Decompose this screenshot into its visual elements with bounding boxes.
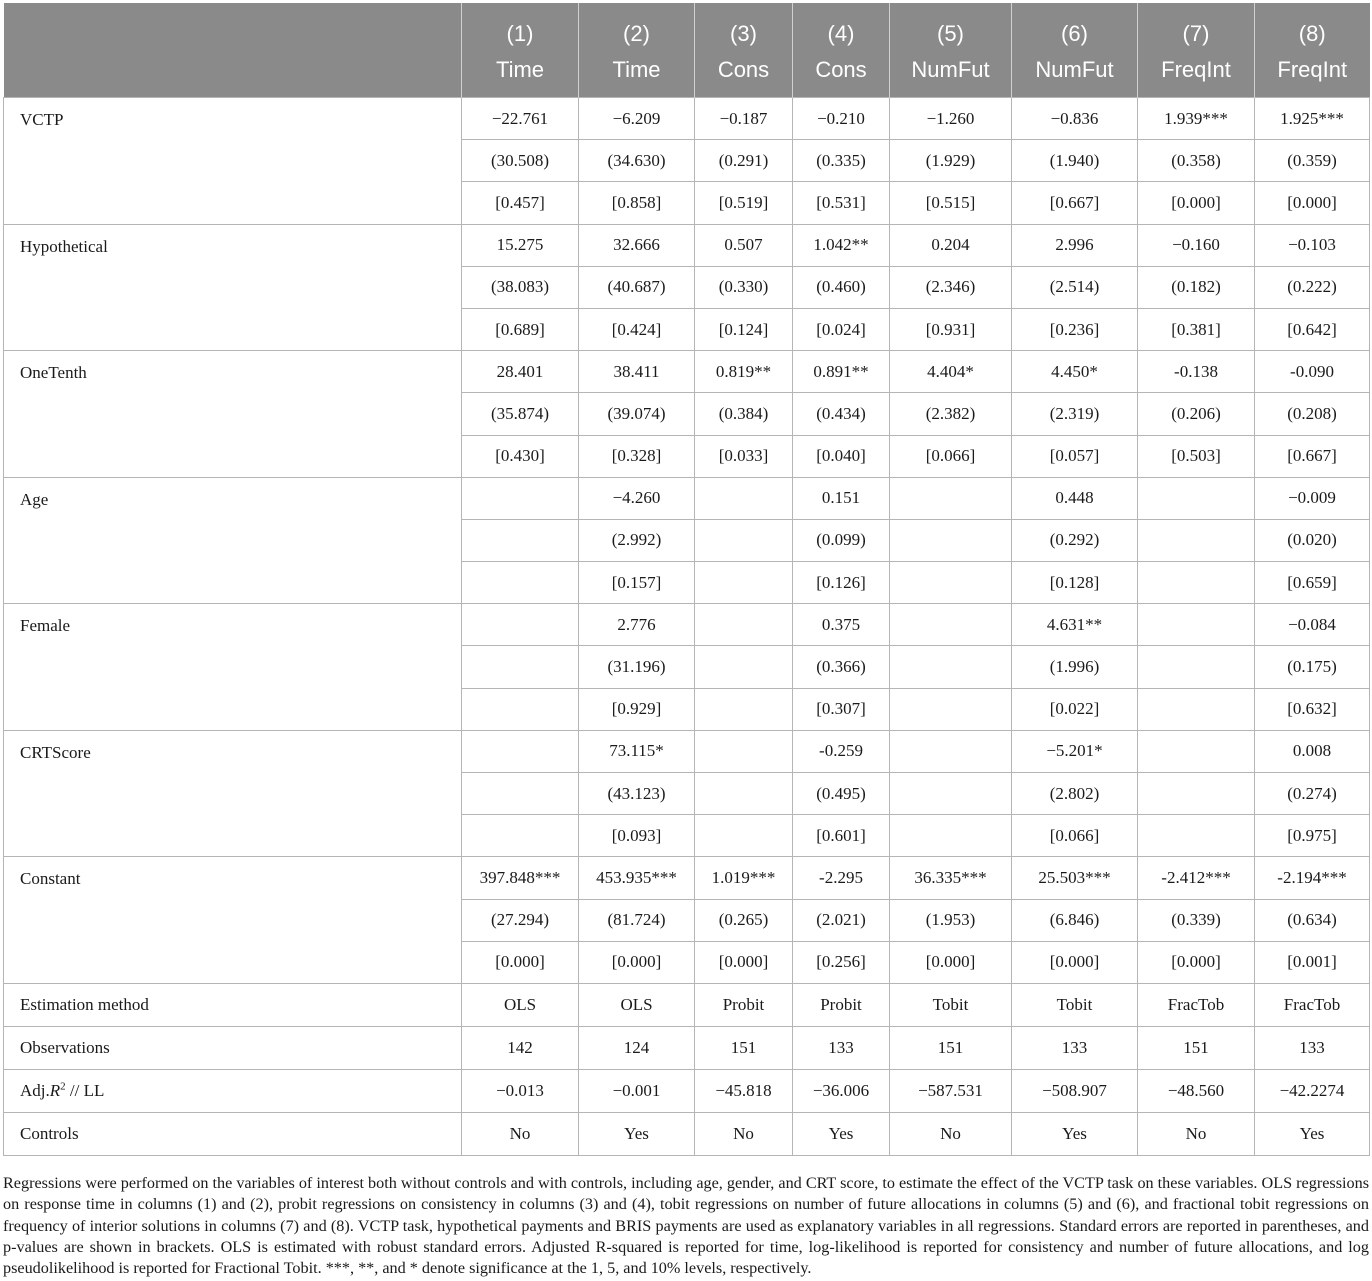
p-value-cell: [0.040] [793,435,890,477]
p-value-cell: [0.000] [1255,182,1370,224]
coefficient-cell: 453.935*** [579,857,695,899]
p-value-cell [462,815,579,857]
header-corner [4,3,462,47]
std-error-cell: (0.634) [1255,899,1370,941]
std-error-cell: (2.021) [793,899,890,941]
stat-value-cell: 142 [462,1026,579,1069]
std-error-cell: (0.335) [793,140,890,182]
stat-value-cell: Tobit [890,983,1012,1026]
p-value-cell: [0.519] [695,182,793,224]
stat-value-cell: 133 [1255,1026,1370,1069]
coefficient-cell: −0.210 [793,98,890,140]
stat-value-cell: 133 [793,1026,890,1069]
table-row [4,730,1370,772]
column-number-4: (4) [793,3,890,47]
stat-value-cell: No [1138,1112,1255,1155]
p-value-cell: [0.515] [890,182,1012,224]
p-value-cell: [0.531] [793,182,890,224]
coefficient-cell: -0.138 [1138,351,1255,393]
std-error-cell [1138,773,1255,815]
variable-label: CRTScore [4,730,462,857]
table-header [4,3,1370,98]
std-error-cell [695,646,793,688]
p-value-cell: [0.022] [1012,688,1138,730]
p-value-cell: [0.057] [1012,435,1138,477]
column-number-3: (3) [695,3,793,47]
stat-value-cell: No [890,1112,1012,1155]
p-value-cell: [0.642] [1255,308,1370,350]
std-error-cell: (2.514) [1012,266,1138,308]
stat-value-cell: FracTob [1255,983,1370,1026]
column-name-3: Cons [695,47,793,98]
std-error-cell: (1.953) [890,899,1012,941]
variable-label: Female [4,604,462,731]
column-name-2: Time [579,47,695,98]
column-number-5: (5) [890,3,1012,47]
coefficient-cell [695,730,793,772]
stat-value-cell: −508.907 [1012,1069,1138,1112]
std-error-cell [462,646,579,688]
stat-value-cell: −48.560 [1138,1069,1255,1112]
header-row-names [4,47,1370,98]
std-error-cell: (0.359) [1255,140,1370,182]
std-error-cell [1138,646,1255,688]
p-value-cell [1138,815,1255,857]
coefficient-cell: 0.008 [1255,730,1370,772]
p-value-cell [462,688,579,730]
p-value-cell [1138,688,1255,730]
std-error-cell: (6.846) [1012,899,1138,941]
coefficient-cell: 2.776 [579,604,695,646]
stat-value-cell: Yes [1012,1112,1138,1155]
table-row [4,604,1370,646]
coefficient-cell: 1.925*** [1255,98,1370,140]
coefficient-cell: −0.187 [695,98,793,140]
coefficient-cell: 397.848*** [462,857,579,899]
std-error-cell: (0.384) [695,393,793,435]
column-number-1: (1) [462,3,579,47]
coefficient-cell: 73.115* [579,730,695,772]
p-value-cell: [0.689] [462,308,579,350]
header-corner-bottom [4,47,462,98]
p-value-cell: [0.632] [1255,688,1370,730]
coefficient-cell: 4.631** [1012,604,1138,646]
p-value-cell [462,562,579,604]
stat-label: Observations [4,1026,462,1069]
regression-table-container [3,3,1369,1156]
std-error-cell: (1.996) [1012,646,1138,688]
std-error-cell [462,519,579,561]
stat-value-cell: Probit [793,983,890,1026]
p-value-cell: [0.929] [579,688,695,730]
std-error-cell [890,646,1012,688]
coefficient-cell: −1.260 [890,98,1012,140]
p-value-cell: [0.236] [1012,308,1138,350]
coefficient-cell: -2.194*** [1255,857,1370,899]
p-value-cell [695,688,793,730]
column-number-8: (8) [1255,3,1370,47]
column-name-1: Time [462,47,579,98]
std-error-cell: (2.992) [579,519,695,561]
p-value-cell: [0.157] [579,562,695,604]
coefficient-cell: -2.295 [793,857,890,899]
p-value-cell: [0.931] [890,308,1012,350]
p-value-cell: [0.024] [793,308,890,350]
std-error-cell: (0.274) [1255,773,1370,815]
std-error-cell [1138,519,1255,561]
std-error-cell: (0.208) [1255,393,1370,435]
std-error-cell: (0.020) [1255,519,1370,561]
std-error-cell: (0.434) [793,393,890,435]
std-error-cell [695,773,793,815]
std-error-cell: (2.319) [1012,393,1138,435]
coefficient-cell [462,730,579,772]
coefficient-cell: −0.160 [1138,224,1255,266]
std-error-cell: (34.630) [579,140,695,182]
p-value-cell [890,562,1012,604]
table-row [4,98,1370,140]
header-row-numbers [4,3,1370,47]
coefficient-cell: 4.450* [1012,351,1138,393]
table-row [4,857,1370,899]
stat-label-superscript: 2 [60,1080,66,1093]
table-row [4,1026,1370,1069]
coefficient-cell: 0.507 [695,224,793,266]
stat-label-suffix: // LL [65,1080,105,1100]
std-error-cell: (0.175) [1255,646,1370,688]
column-number-2: (2) [579,3,695,47]
table-footnote: Regressions were performed on the variables of interest both without controls and with controls, including age, gender, and CRT score, to estimate the effect of the VCTP task on these variables. OLS regressions on response time in columns (1) and (2), probit regressions on consistency in columns (3) and (4), tobit regressions on number of future allocations in columns (5) and (6), and fractional tobit regressions on frequency of interior solutions in columns (7) and (8). VCTP task, hypothetical payments and BRIS payments are used as explanatory variables in all regressions. Standard errors are reported in parentheses, and p-values are shown in brackets. OLS is estimated with robust standard errors. Adjusted R-squared is reported for time, log-likelihood is reported for consistency and number of future allocations, and log pseudolikelihood is reported for Fractional Tobit. ***, **, and * denote significance at the 1, 5, and 10% levels, respectively. [3,1174,1369,1278]
coefficient-cell: 0.151 [793,477,890,519]
std-error-cell: (0.358) [1138,140,1255,182]
coefficient-cell: 15.275 [462,224,579,266]
stat-value-cell: −45.818 [695,1069,793,1112]
std-error-cell: (39.074) [579,393,695,435]
coefficient-cell: 2.996 [1012,224,1138,266]
p-value-cell: [0.256] [793,941,890,983]
std-error-cell: (0.292) [1012,519,1138,561]
std-error-cell: (0.206) [1138,393,1255,435]
coefficient-cell: 36.335*** [890,857,1012,899]
coefficient-cell: 4.404* [890,351,1012,393]
table-row [4,351,1370,393]
stat-value-cell: Yes [579,1112,695,1155]
coefficient-cell [890,604,1012,646]
std-error-cell: (43.123) [579,773,695,815]
std-error-cell: (0.495) [793,773,890,815]
std-error-cell: (2.802) [1012,773,1138,815]
std-error-cell: (1.940) [1012,140,1138,182]
stat-value-cell: 133 [1012,1026,1138,1069]
coefficient-cell: 0.204 [890,224,1012,266]
p-value-cell: [0.328] [579,435,695,477]
p-value-cell: [0.381] [1138,308,1255,350]
std-error-cell: (0.291) [695,140,793,182]
p-value-cell: [0.424] [579,308,695,350]
variable-label: VCTP [4,98,462,225]
column-name-8: FreqInt [1255,47,1370,98]
stat-value-cell: No [462,1112,579,1155]
column-name-4: Cons [793,47,890,98]
stat-value-cell: −0.001 [579,1069,695,1112]
std-error-cell: (0.182) [1138,266,1255,308]
coefficient-cell: 1.939*** [1138,98,1255,140]
stat-label: Estimation method [4,983,462,1026]
coefficient-cell: −0.009 [1255,477,1370,519]
coefficient-cell: 25.503*** [1012,857,1138,899]
std-error-cell: (40.687) [579,266,695,308]
p-value-cell: [0.066] [890,435,1012,477]
table-row [4,477,1370,519]
p-value-cell: [0.503] [1138,435,1255,477]
column-number-6: (6) [1012,3,1138,47]
coefficient-cell: −4.260 [579,477,695,519]
coefficient-cell: 0.375 [793,604,890,646]
coefficient-cell [695,604,793,646]
table-row [4,224,1370,266]
stat-label [4,1069,462,1112]
p-value-cell: [0.000] [695,941,793,983]
std-error-cell: (2.346) [890,266,1012,308]
column-number-7: (7) [1138,3,1255,47]
coefficient-cell: −0.103 [1255,224,1370,266]
std-error-cell: (2.382) [890,393,1012,435]
column-name-6: NumFut [1012,47,1138,98]
p-value-cell: [0.126] [793,562,890,604]
p-value-cell: [0.000] [890,941,1012,983]
std-error-cell: (0.339) [1138,899,1255,941]
p-value-cell: [0.000] [1012,941,1138,983]
stat-value-cell: 151 [890,1026,1012,1069]
p-value-cell: [0.093] [579,815,695,857]
coefficient-cell: 0.819** [695,351,793,393]
p-value-cell [890,688,1012,730]
table-row [4,1112,1370,1155]
stat-value-cell: 151 [1138,1026,1255,1069]
std-error-cell: (0.099) [793,519,890,561]
std-error-cell: (27.294) [462,899,579,941]
stat-value-cell: Yes [793,1112,890,1155]
stat-value-cell: FracTob [1138,983,1255,1026]
coefficient-cell [1138,477,1255,519]
p-value-cell [695,562,793,604]
p-value-cell [890,815,1012,857]
coefficient-cell [890,477,1012,519]
std-error-cell: (38.083) [462,266,579,308]
p-value-cell: [0.858] [579,182,695,224]
coefficient-cell [462,604,579,646]
coefficient-cell: 1.019*** [695,857,793,899]
column-name-5: NumFut [890,47,1012,98]
stat-value-cell: 124 [579,1026,695,1069]
stat-value-cell: Yes [1255,1112,1370,1155]
p-value-cell [1138,562,1255,604]
column-name-7: FreqInt [1138,47,1255,98]
std-error-cell [890,773,1012,815]
std-error-cell: (31.196) [579,646,695,688]
p-value-cell: [0.457] [462,182,579,224]
stat-value-cell: −0.013 [462,1069,579,1112]
std-error-cell: (30.508) [462,140,579,182]
std-error-cell [695,519,793,561]
stat-value-cell: Tobit [1012,983,1138,1026]
std-error-cell [462,773,579,815]
std-error-cell: (0.460) [793,266,890,308]
p-value-cell [695,815,793,857]
stat-value-cell: Probit [695,983,793,1026]
p-value-cell: [0.066] [1012,815,1138,857]
table-row [4,983,1370,1026]
coefficient-cell: −6.209 [579,98,695,140]
coefficient-cell: −5.201* [1012,730,1138,772]
coefficient-cell: 32.666 [579,224,695,266]
std-error-cell: (0.366) [793,646,890,688]
p-value-cell: [0.001] [1255,941,1370,983]
stat-label-italic: R [49,1080,61,1100]
p-value-cell: [0.128] [1012,562,1138,604]
std-error-cell: (1.929) [890,140,1012,182]
std-error-cell: (0.330) [695,266,793,308]
coefficient-cell: −0.836 [1012,98,1138,140]
coefficient-cell: 28.401 [462,351,579,393]
table-body [4,98,1370,1156]
coefficient-cell [1138,604,1255,646]
coefficient-cell: -0.090 [1255,351,1370,393]
std-error-cell [890,519,1012,561]
coefficient-cell: 0.891** [793,351,890,393]
variable-label: OneTenth [4,351,462,478]
variable-label: Constant [4,857,462,984]
p-value-cell: [0.000] [462,941,579,983]
p-value-cell: [0.000] [1138,182,1255,224]
stat-value-cell: OLS [579,983,695,1026]
p-value-cell: [0.430] [462,435,579,477]
p-value-cell: [0.659] [1255,562,1370,604]
coefficient-cell: -2.412*** [1138,857,1255,899]
p-value-cell: [0.033] [695,435,793,477]
coefficient-cell: 0.448 [1012,477,1138,519]
stat-label: Controls [4,1112,462,1155]
table-row [4,1069,1370,1112]
coefficient-cell: 1.042** [793,224,890,266]
regression-table [3,3,1370,1156]
p-value-cell: [0.000] [1138,941,1255,983]
stat-value-cell: −587.531 [890,1069,1012,1112]
coefficient-cell: −0.084 [1255,604,1370,646]
std-error-cell: (35.874) [462,393,579,435]
variable-label: Age [4,477,462,604]
p-value-cell: [0.601] [793,815,890,857]
coefficient-cell [1138,730,1255,772]
coefficient-cell [462,477,579,519]
coefficient-cell [890,730,1012,772]
p-value-cell: [0.307] [793,688,890,730]
stat-value-cell: −36.006 [793,1069,890,1112]
coefficient-cell: -0.259 [793,730,890,772]
stat-value-cell: −42.2274 [1255,1069,1370,1112]
p-value-cell: [0.667] [1255,435,1370,477]
p-value-cell: [0.000] [579,941,695,983]
std-error-cell: (0.265) [695,899,793,941]
coefficient-cell: 38.411 [579,351,695,393]
stat-value-cell: OLS [462,983,579,1026]
stat-value-cell: No [695,1112,793,1155]
stat-label-prefix: Adj. [20,1080,50,1100]
variable-label: Hypothetical [4,224,462,351]
coefficient-cell: −22.761 [462,98,579,140]
std-error-cell: (0.222) [1255,266,1370,308]
p-value-cell: [0.124] [695,308,793,350]
std-error-cell: (81.724) [579,899,695,941]
p-value-cell: [0.667] [1012,182,1138,224]
stat-value-cell: 151 [695,1026,793,1069]
p-value-cell: [0.975] [1255,815,1370,857]
coefficient-cell [695,477,793,519]
